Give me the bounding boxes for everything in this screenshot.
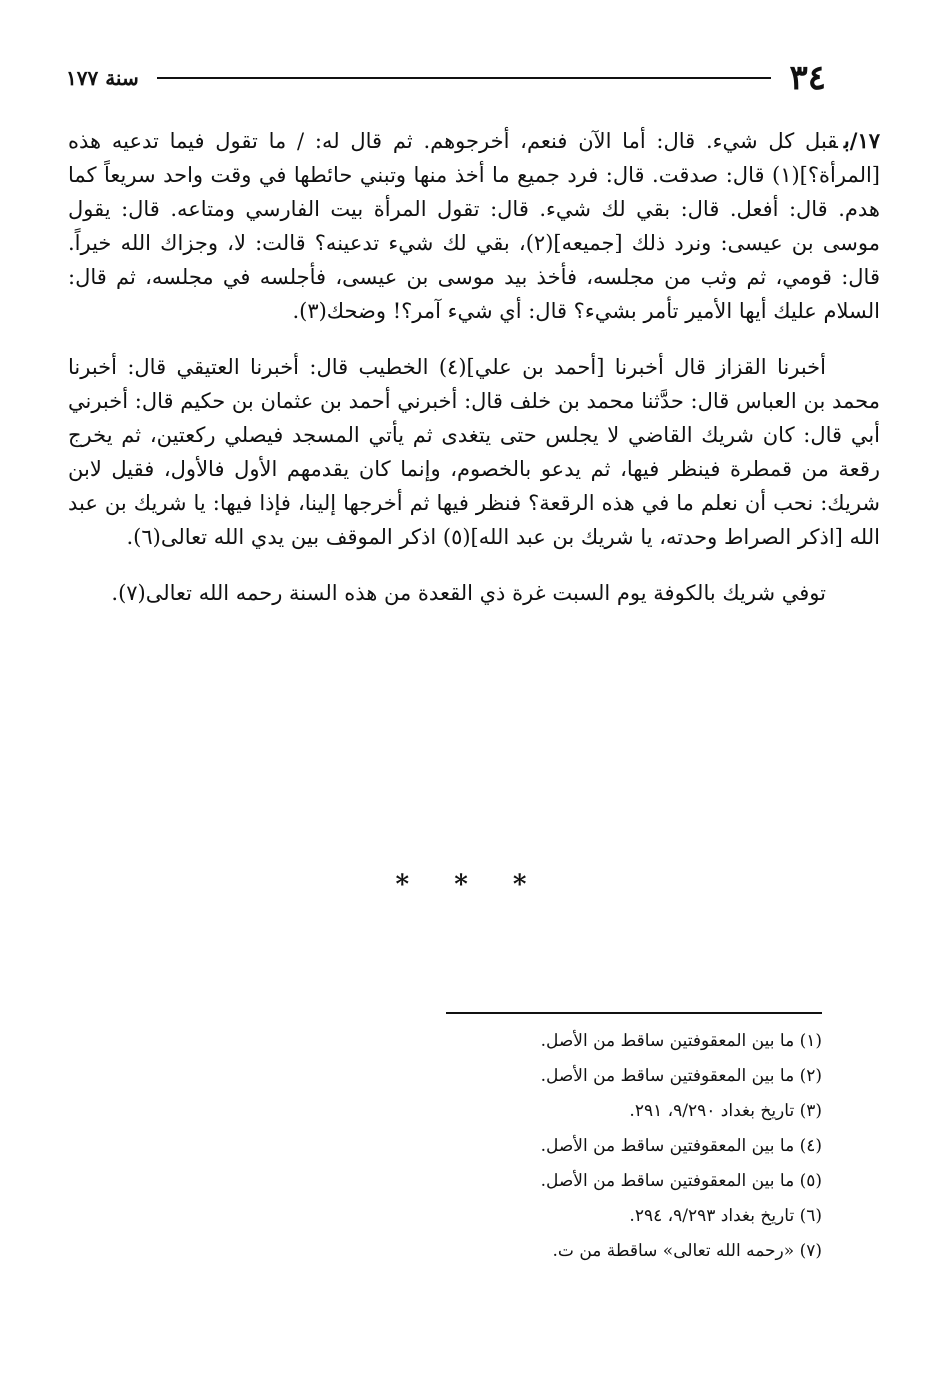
main-text [68, 124, 880, 632]
footnote-6: (٦) تاريخ بغداد ٩/٢٩٣، ٢٩٤. [629, 1206, 822, 1226]
paragraph-1-text: قبل كل شيء. قال: أما الآن فنعم، أخرجوهم. ثم قال له: / ما تقول فيما تدعيه هذه [المرأة؟](١) قال: صدقت. قال: فرد جميع ما أخذ منها وتبني حائطها في وقت واحد سريعاً كما هدم. قال: أفعل. قال: بقي لك شيء. قال: تقول المرأة بيت الفارسي ومتاعه. قال: يقول موسى بن عيسى: ونرد ذلك [جميعه](٢)، بقي لك شيء تدعينه؟ قالت: لا، وجزاك الله خيراً. قال: قومي، ثم وثب من مجلسه، فأخذ بيد موسى بن عيسى، فأجلسه في مجلسه، ثم قال: السلام عليك أيها الأمير تأمر بشيء؟ قال: أي شيء آمر؟! وضحك(٣). [68, 129, 880, 323]
paragraph-3: توفي شريك بالكوفة يوم السبت غرة ذي القعدة من هذه السنة رحمه الله تعالى(٧). [111, 581, 826, 605]
section-separator: * * * [395, 870, 545, 900]
footnote-2: (٢) ما بين المعقوفتين ساقط من الأصل. [540, 1066, 822, 1086]
footnote-rule [446, 1012, 822, 1014]
footnote-7: (٧) «رحمه الله تعالى» ساقطة من ت. [552, 1241, 822, 1261]
footnotes-list [222, 1024, 822, 1269]
paragraph-1 [68, 124, 880, 328]
paragraph-2: أخبرنا القزاز قال أخبرنا [أحمد بن علي](٤) الخطيب قال: أخبرنا العتيقي قال: أخبرنا محمد بن العباس قال: حدَّثنا محمد بن خلف قال: أخبرني أحمد بن عثمان بن حكيم قال: أخبرني أبي قال: كان شريك القاضي لا يجلس حتى يتغدى ثم يأتي المسجد فيصلي ركعتين، ثم يخرج رقعة من قمطرة فينظر فيها، ثم يدعو بالخصوم، وإنما كان يقدمهم الأول فالأول، فقيل لابن شريك: نحب أن نعلم ما في هذه الرقعة؟ فنظر فيها ثم أخرجها إلينا، فإذا فيها: يا شريك بن عبد الله [اذكر الصراط وحدته، يا شريك بن عبد الله](٥) اذكر الموقف بين يدي الله تعالى(٦). [68, 355, 880, 549]
folio-mark: ١٧/ب [843, 128, 880, 153]
page-number: ٣٤ [789, 58, 826, 98]
footnote-3: (٣) تاريخ بغداد ٩/٢٩٠، ٢٩١. [629, 1101, 822, 1121]
year-label: سنة ١٧٧ [66, 66, 139, 90]
header-rule [157, 77, 772, 79]
page-header [66, 58, 826, 98]
footnote-4: (٤) ما بين المعقوفتين ساقط من الأصل. [540, 1136, 822, 1156]
footnote-1: (١) ما بين المعقوفتين ساقط من الأصل. [540, 1031, 822, 1051]
footnote-5: (٥) ما بين المعقوفتين ساقط من الأصل. [540, 1171, 822, 1191]
